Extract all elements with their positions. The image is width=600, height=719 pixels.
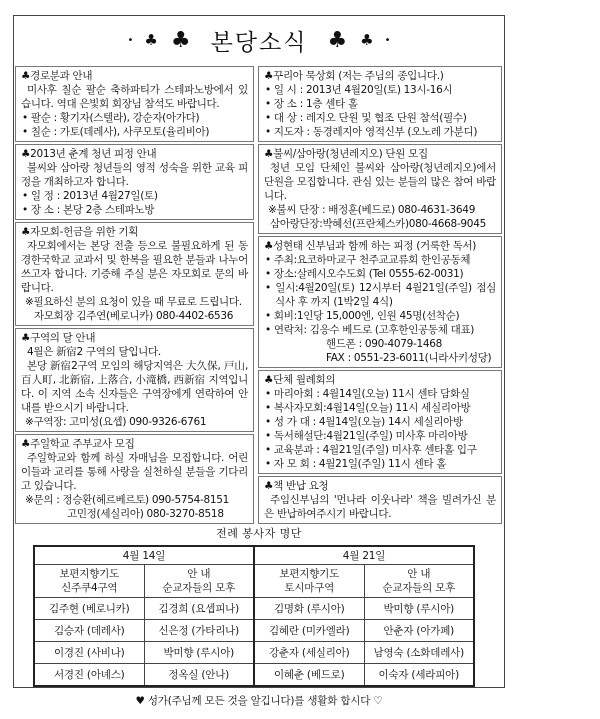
- contact-line: 삼아랑단장:박혜선(프란체스카)080-4668-9045: [270, 218, 486, 230]
- section-heading: ♣주일학교 주부교사 모집: [21, 438, 135, 450]
- roster-role-header: [254, 565, 364, 598]
- roster-role-header: [144, 565, 254, 598]
- roster-cell: 이숙자 (세라피아): [364, 664, 474, 687]
- roster-cell: 김경희 (요셉피나): [144, 598, 254, 620]
- paragraph: 불씨와 삼아랑 청년들의 영적 성숙을 위한 교육 피정을 개최하고자 합니다.: [21, 162, 248, 188]
- bullet-decor-icon: •: [384, 34, 391, 46]
- bullet-decor-icon: •: [127, 34, 134, 46]
- bullet-item: • 장 소 : 1층 센타 홀: [265, 98, 358, 110]
- bullet-item: • 대 상 : 레지오 단원 및 협조 단원 참석(필수): [265, 112, 467, 124]
- contact-line: 고민정(세실리아) 080-3270-8518: [67, 508, 224, 520]
- roster-cell: 서경진 (아녜스): [34, 664, 144, 687]
- roster-cell: 김혜란 (미카엘라): [254, 620, 364, 642]
- role-name: 안 내: [187, 568, 211, 580]
- table-row: [34, 642, 474, 664]
- roster-cell: 박미향 (루시아): [144, 642, 254, 664]
- note-item: ※불씨 단장 : 배정훈(베드로) 080-4631-3649: [268, 204, 476, 216]
- section-elderly-committee: [15, 66, 254, 142]
- roster-cell: 안춘자 (아가페): [364, 620, 474, 642]
- bullet-item: • 장 소 : 본당 2층 스테파노방: [22, 204, 155, 216]
- role-name: 안 내: [407, 568, 431, 580]
- roster-cell: 김승자 (데레사): [34, 620, 144, 642]
- bullet-item: • 독서해설단:4월21일(주일) 미사후 마리아방: [265, 430, 468, 442]
- roster-date-row: [34, 546, 474, 565]
- footer-slogan: ♥ 성가(주님께 모든 것을 알깁니다)를 생활화 합시다 ♡: [135, 695, 383, 707]
- roster-cell: 이혜춘 (베드로): [254, 664, 364, 687]
- page-title: 본당소식: [210, 29, 308, 56]
- contact-line: 핸드폰 : 090-4079-1468: [326, 338, 443, 350]
- bullet-item: • 지도자 : 동경레지아 영적신부 (오노레 가분디): [265, 126, 478, 138]
- paragraph: 4월은 新宿2 구역의 달입니다.: [27, 346, 161, 358]
- club-decor-icon: ♣: [360, 31, 374, 49]
- club-decor-icon: ♣: [327, 27, 348, 53]
- role-group: 순교자들의 모후: [382, 582, 456, 594]
- roster-cell: 강춘자 (세실리아): [254, 642, 364, 664]
- section-mothers-association: [15, 222, 254, 326]
- roster-cell: 정옥실 (안나): [144, 664, 254, 687]
- roster-cell: 남영숙 (소화데레사): [364, 642, 474, 664]
- bullet-item: • 일 정 : 2013년 4월27일(토): [22, 190, 158, 202]
- role-name: 보편지향기도: [59, 568, 120, 580]
- roster-role-header: [364, 565, 474, 598]
- section-monthly-meetings: [258, 370, 502, 474]
- paragraph: 미사후 칠순 팔순 축하파티가 스테파노방에서 있습니다. 역대 은빛회 회장님 참석도 바랍니다.: [21, 84, 248, 110]
- roster-cell: 김명화 (루시아): [254, 598, 364, 620]
- bulletin-title: [14, 16, 504, 64]
- role-group: 순교자들의 모후: [162, 582, 236, 594]
- paragraph: 본당 新宿2구역 모임의 해당지역은 大久保, 戸山, 百人町, 北新宿, 上落合, 小滝橋, 西新宿 지역입니다. 이 지역 소속 신자들은 구역장에게 연락하여 안내를 받으시기 바랍니다.: [21, 360, 248, 414]
- paragraph: 주임신부님의 '먼나라 이웃나라' 책을 빌려가신 분은 반납하여주시기 바랍니다.: [264, 494, 496, 520]
- section-sunday-school-teachers: [15, 434, 254, 524]
- bullet-item: • 팔순 : 황기자(스텔라), 강순자(아가다): [22, 112, 200, 124]
- section-book-return-request: [258, 476, 502, 524]
- roster-cell: 박미향 (루시아): [364, 598, 474, 620]
- bullet-item: • 마리아회 : 4월14일(오늘) 11시 센타 담화실: [265, 388, 470, 400]
- section-heading: ♣책 반납 요청: [264, 480, 329, 492]
- section-heading: ♣구역의 달 안내: [21, 332, 96, 344]
- role-group: 신주쿠4구역: [61, 582, 118, 594]
- right-column: [258, 66, 502, 524]
- role-group: 토시마구역: [284, 582, 335, 594]
- roster-role-header: [34, 565, 144, 598]
- left-column: [15, 66, 254, 524]
- roster-cell: 신은정 (가타리나): [144, 620, 254, 642]
- bullet-item: • 주최:요코하마교구 천주교교류회 한인공동체: [265, 254, 471, 266]
- roster-role-row: [34, 565, 474, 598]
- club-decor-icon: ♣: [144, 31, 158, 49]
- section-curia-meditation: [258, 66, 502, 142]
- paragraph: 주일학교와 함께 하실 자매님을 모집합니다. 어린이들과 교리를 통해 사랑을 실천하실 분들을 기다리고 있습니다.: [21, 452, 248, 492]
- bullet-item: • 연락처: 김응수 베드로 (고후한인공동체 대표): [265, 324, 475, 336]
- paragraph: 청년 모임 단체인 불씨와 삼아랑(청년레지오)에서 단원을 모집합니다. 관심 있는 분들의 많은 참여 바랍니다.: [264, 162, 496, 202]
- liturgy-roster-table: [33, 545, 475, 687]
- roster-cell: 이경진 (사비나): [34, 642, 144, 664]
- note-item: ※필요하신 분의 요청이 있을 때 무료로 드립니다.: [25, 296, 242, 308]
- roster-date-header: 4월 21일: [254, 546, 474, 565]
- note-item: ※문의 : 정승환(헤르베르토) 090-5754-8151: [25, 494, 230, 506]
- table-row: [34, 664, 474, 687]
- bullet-item: • 장소:살레시오수도회 (Tel 0555-62-0031): [265, 268, 464, 280]
- section-heading: ♣불씨/삼아랑(청년레지오) 단원 모집: [264, 148, 428, 160]
- roster-date-header: 4월 14일: [34, 546, 254, 565]
- bullet-item: • 칠순 : 가토(데레사), 사쿠모토(율리비아): [22, 126, 210, 138]
- section-retreat-lectio: [258, 236, 502, 368]
- roster-cell: 김주현 (베로니카): [34, 598, 144, 620]
- paragraph: 자모회에서는 본당 전출 등으로 불필요하게 된 동경한국학교 교과서 및 한복을 필요한 분들과 나누어 쓰고자 합니다. 기증해 주실 분은 자모회로 문의 바랍니다.: [21, 240, 248, 294]
- bullet-item: • 성 가 대 : 4월14일(오늘) 14시 세실리아방: [265, 416, 463, 428]
- section-heading: ♣단체 월례회의: [264, 374, 336, 386]
- bullet-item: • 자 모 회 : 4월21일(주일) 11시 센타 홀: [265, 458, 447, 470]
- section-heading: ♣경로분과 안내: [21, 70, 93, 82]
- contact-line: 자모회장 김주연(베로니카) 080-4402-6536: [34, 310, 234, 322]
- role-name: 보편지향기도: [279, 568, 340, 580]
- section-heading: ♣2013년 춘계 청년 피정 안내: [21, 148, 157, 160]
- section-heading: ♣꾸리아 묵상회 (저는 주님의 종입니다.): [264, 70, 444, 82]
- club-decor-icon: ♣: [170, 27, 191, 53]
- bullet-item: • 일 시 : 2013년 4월20일(토) 13시-16시: [265, 84, 453, 96]
- bullet-item: • 교육분과 : 4월21일(주일) 미사후 센타홀 입구: [265, 444, 477, 456]
- note-item: ※구역장: 고미성(요셉) 090-9326-6761: [25, 416, 207, 428]
- bullet-item: • 회비:1인당 15,000엔, 인원 45명(선착순): [265, 310, 460, 322]
- table-row: [34, 620, 474, 642]
- bulletin-frame: [13, 15, 505, 688]
- bullet-item: • 일시:4월20일(토) 12시부터 4월21일(주일) 점심 식사 후 까지 (1박2일 4식): [265, 282, 496, 308]
- bullet-item: • 복사자모회:4월14일(오늘) 11시 세실리아방: [265, 402, 471, 414]
- section-youth-retreat: [15, 144, 254, 220]
- section-district-month: [15, 328, 254, 432]
- contact-line: FAX : 0551-23-6011(니라사키성당): [326, 352, 492, 364]
- section-heading: ♣자모회-헌금을 위한 기획: [21, 226, 139, 238]
- section-heading: ♣성현태 신부님과 함께 하는 피정 (거룩한 독서): [264, 240, 477, 252]
- section-youth-legio-recruitment: [258, 144, 502, 234]
- liturgy-roster-title: 전례 봉사자 명단: [216, 527, 302, 540]
- table-row: [34, 598, 474, 620]
